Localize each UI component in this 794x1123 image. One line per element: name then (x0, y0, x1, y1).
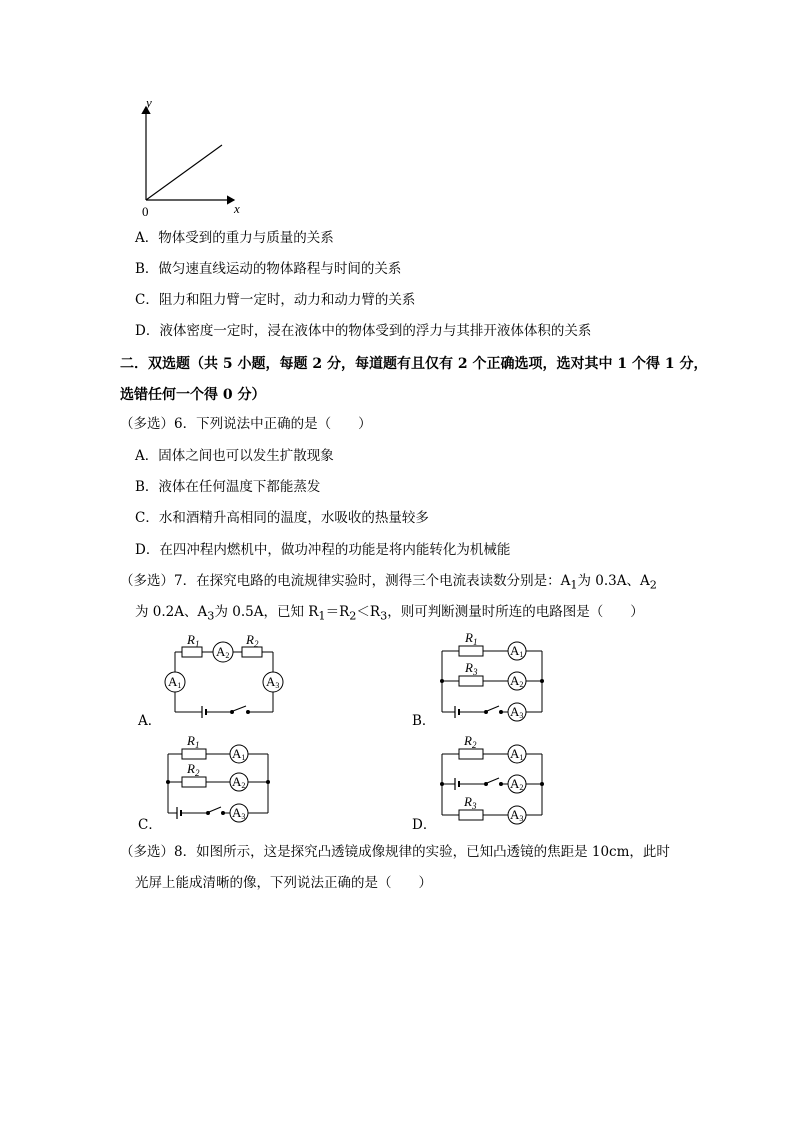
circuit-c-label: C． (138, 817, 162, 833)
circuit-a-label: A． (138, 713, 162, 729)
x-axis-label: x (234, 201, 240, 216)
circuit-c-diagram (163, 733, 283, 828)
svg-text:A2: A2 (216, 644, 230, 660)
svg-text:A1: A1 (168, 674, 182, 690)
svg-text:A1: A1 (510, 746, 524, 762)
svg-text:R1: $R_1$ (187, 733, 200, 750)
circuit-a-diagram (162, 630, 292, 720)
svg-text:A3: A3 (232, 805, 246, 821)
svg-text:A1: A1 (510, 643, 524, 659)
graph-figure (130, 95, 250, 225)
q5-option-b: B．做匀速直线运动的物体路程与时间的关系 (135, 261, 402, 277)
circuit-d-diagram (437, 733, 557, 828)
q8-stem-line1: （多选）8．如图所示，这是探究凸透镜成像规律的实验，已知凸透镜的焦距是 10cm，此时 (120, 844, 670, 860)
svg-text:A2: A2 (510, 673, 524, 689)
svg-text:R3: $R_3$ (464, 794, 477, 811)
q7-stem-line2: 为 0.2A、$A_3$为 0.5A，已知 $R_1=R_2<R_3$，则可判断测量时所连的电路图是（ ） (135, 604, 644, 623)
origin-label: 0 (142, 204, 149, 219)
svg-text:R3: $R_3$ (465, 660, 478, 677)
section-heading: 二．双选题（共 5 小题，每题 2 分，每道题有且仅有 2 个正确选项，选对其中 1 个得 1 分， (120, 356, 708, 372)
q6-option-d: D．在四冲程内燃机中，做功冲程的功能是将内能转化为机械能 (135, 542, 511, 558)
svg-text:A3: A3 (510, 807, 524, 823)
svg-text:A3: A3 (510, 704, 524, 720)
q6-option-c: C．水和酒精升高相同的温度，水吸收的热量较多 (135, 510, 429, 526)
q6-option-b: B．液体在任何温度下都能蒸发 (135, 479, 321, 495)
svg-text:A3: A3 (266, 674, 280, 690)
svg-text:A2: A2 (510, 776, 524, 792)
svg-text:A2: A2 (232, 774, 246, 790)
circuit-b-label: B． (412, 713, 436, 729)
svg-text:R1: $R_1$ (187, 632, 200, 649)
q8-stem-line2: 光屏上能成清晰的像，下列说法正确的是（ ） (135, 875, 432, 891)
proportional-line (146, 145, 222, 200)
circuit-b-diagram (437, 628, 557, 723)
svg-text:R2: $R_2$ (464, 733, 477, 750)
q5-option-d: D．液体密度一定时，浸在液体中的物体受到的浮力与其排开液体体积的关系 (135, 323, 592, 339)
svg-text:R1: $R_1$ (465, 630, 478, 647)
svg-text:R2: $R_2$ (246, 632, 259, 649)
y-axis-label: y (146, 95, 152, 110)
circuit-d-label: D． (412, 817, 437, 833)
q6-stem: （多选）6．下列说法中正确的是（ ） (120, 416, 372, 432)
q5-option-a: A．物体受到的重力与质量的关系 (135, 230, 334, 246)
svg-text:R2: $R_2$ (187, 761, 200, 778)
q5-option-c: C．阻力和阻力臂一定时，动力和动力臂的关系 (135, 292, 416, 308)
q6-option-a: A．固体之间也可以发生扩散现象 (135, 448, 334, 464)
section-heading-cont: 选错任何一个得 0 分） (120, 387, 266, 403)
q7-stem-line1: （多选）7．在探究电路的电流规律实验时，测得三个电流表读数分别是：$A_1$为 0.3A、$A_2$ (120, 573, 657, 592)
svg-text:A1: A1 (232, 746, 246, 762)
